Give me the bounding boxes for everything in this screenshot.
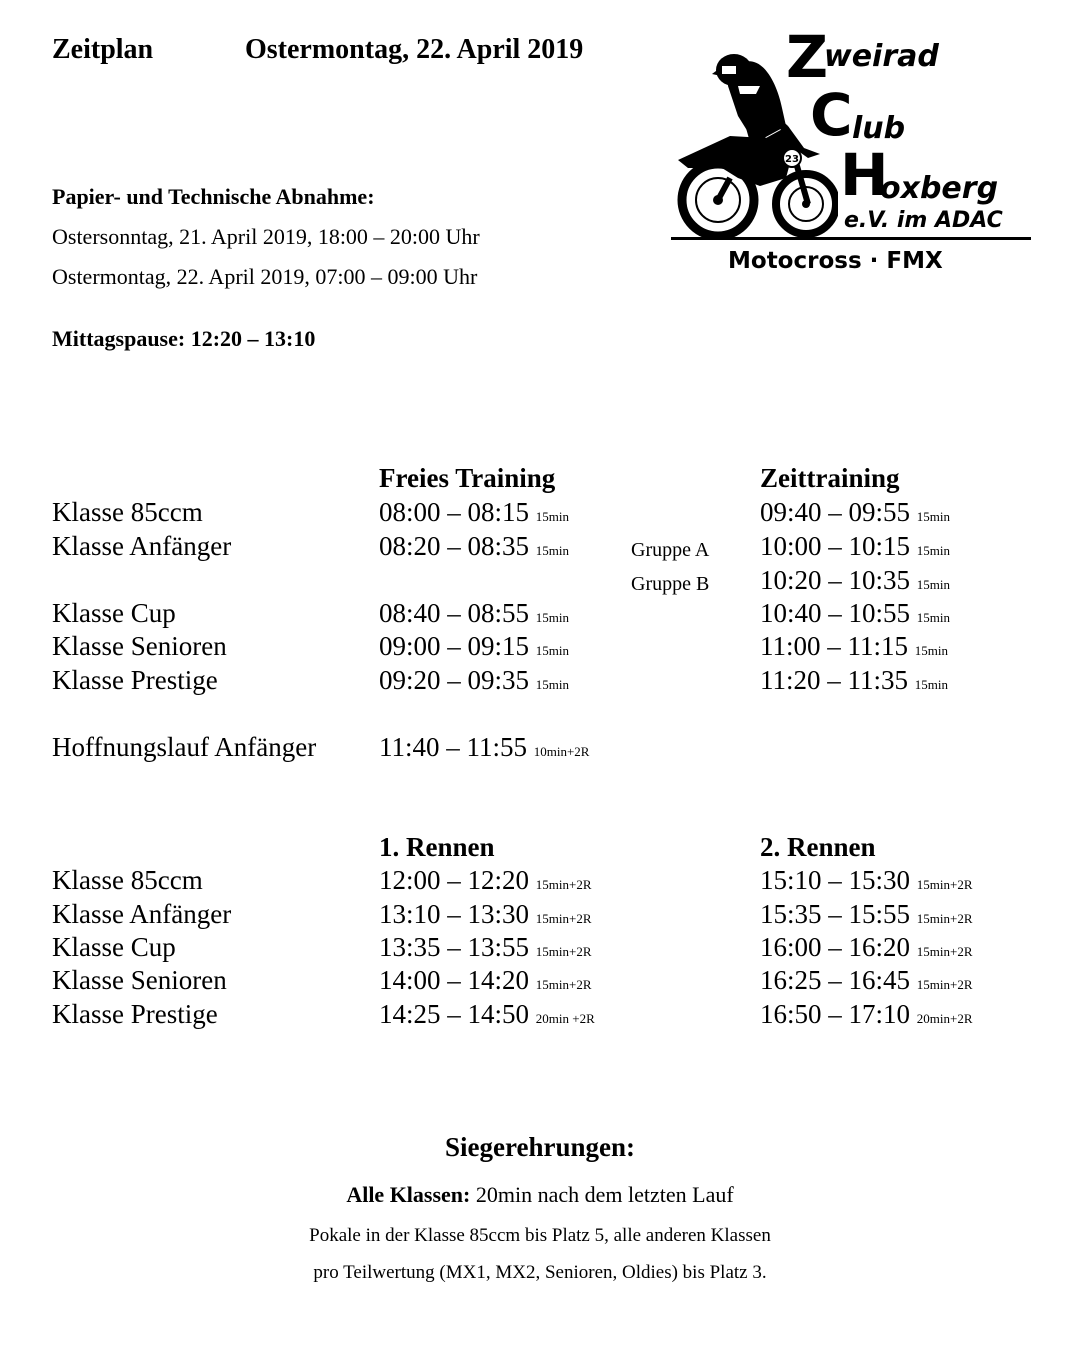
hope-race-duration: 10min+2R <box>533 744 590 759</box>
race-2-duration: 15min+2R <box>916 877 973 892</box>
free-training-time: 08:20 – 08:35 <box>379 531 530 561</box>
race-2-slot <box>760 965 973 996</box>
race-1-duration: 20min +2R <box>535 1011 595 1026</box>
free-training-slot <box>379 631 569 662</box>
race-2-slot <box>760 932 973 963</box>
free-training-slot <box>379 497 569 528</box>
free-training-slot <box>379 598 569 629</box>
race-2-time: 16:50 – 17:10 <box>760 999 911 1029</box>
logo-initial-z: Z <box>786 23 829 91</box>
race-2-time: 16:25 – 16:45 <box>760 965 911 995</box>
race-2-duration: 15min+2R <box>916 977 973 992</box>
race-1-time: 14:25 – 14:50 <box>379 999 530 1029</box>
race-1-slot <box>379 965 592 996</box>
race-1-time: 13:35 – 13:55 <box>379 932 530 962</box>
logo-divider <box>671 237 1031 240</box>
logo-disciplines: Motocross · FMX <box>728 248 943 274</box>
race-2-slot <box>760 999 973 1030</box>
free-training-slot <box>379 665 569 696</box>
timed-training-heading: Zeittraining <box>760 463 900 493</box>
ceremony-all-text: 20min nach dem letzten Lauf <box>470 1182 734 1207</box>
bike-number: 23 <box>785 154 799 165</box>
race-class-label: Klasse Cup <box>52 932 176 962</box>
free-training-slot <box>379 531 569 562</box>
race-1-time: 14:00 – 14:20 <box>379 965 530 995</box>
free-training-time: 09:00 – 09:15 <box>379 631 530 661</box>
race-1-heading: 1. Rennen <box>379 832 495 862</box>
race-2-time: 16:00 – 16:20 <box>760 932 911 962</box>
timed-training-time: 10:00 – 10:15 <box>760 531 911 561</box>
race-1-duration: 15min+2R <box>535 944 592 959</box>
free-training-duration: 15min <box>535 509 569 524</box>
ceremony-note-2: pro Teilwertung (MX1, MX2, Senioren, Oldies) bis Platz 3. <box>313 1262 767 1283</box>
race-2-time: 15:10 – 15:30 <box>760 865 911 895</box>
race-1-slot <box>379 932 592 963</box>
lunch-break: Mittagspause: 12:20 – 13:10 <box>52 326 316 351</box>
race-1-slot <box>379 899 592 930</box>
timed-training-duration: 15min <box>916 610 950 625</box>
race-2-slot <box>760 865 973 896</box>
timed-training-time: 10:20 – 10:35 <box>760 565 911 595</box>
timed-training-slot <box>760 665 948 696</box>
race-1-duration: 15min+2R <box>535 977 592 992</box>
race-1-time: 12:00 – 12:20 <box>379 865 530 895</box>
race-2-duration: 20min+2R <box>916 1011 973 1026</box>
ceremony-note-1: Pokale in der Klasse 85ccm bis Platz 5, alle anderen Klassen <box>309 1225 771 1246</box>
race-2-heading: 2. Rennen <box>760 832 876 862</box>
training-class-label: Klasse Anfänger <box>52 531 232 561</box>
ceremony-all-label: Alle Klassen: <box>346 1182 471 1207</box>
timed-training-duration: 15min <box>916 543 950 558</box>
timed-training-slot <box>760 631 948 662</box>
training-class-label: Klasse 85ccm <box>52 497 203 527</box>
race-1-duration: 15min+2R <box>535 911 592 926</box>
timed-training-time: 10:40 – 10:55 <box>760 598 911 628</box>
event-date: Ostermontag, 22. April 2019 <box>245 34 584 65</box>
race-class-label: Klasse Senioren <box>52 965 227 995</box>
timed-training-slot <box>760 531 950 562</box>
training-class-label: Klasse Prestige <box>52 665 218 695</box>
free-training-time: 08:00 – 08:15 <box>379 497 530 527</box>
race-2-slot <box>760 899 973 930</box>
timed-training-time: 11:20 – 11:35 <box>760 665 908 695</box>
timed-training-time: 11:00 – 11:15 <box>760 631 908 661</box>
training-class-label: Klasse Senioren <box>52 631 227 661</box>
logo-initial-c: C <box>810 81 853 149</box>
race-class-label: Klasse Prestige <box>52 999 218 1029</box>
race-class-label: Klasse 85ccm <box>52 865 203 895</box>
timed-training-duration: 15min <box>916 577 950 592</box>
club-logo <box>668 23 1034 278</box>
ceremony-all-classes <box>0 1182 1080 1208</box>
free-training-duration: 15min <box>535 543 569 558</box>
logo-word-zweirad: weirad <box>824 39 939 74</box>
training-group-label: Gruppe A <box>631 539 710 561</box>
logo-word-club: lub <box>852 111 906 146</box>
free-training-duration: 15min <box>535 677 569 692</box>
training-group-label: Gruppe B <box>631 573 710 595</box>
race-1-duration: 15min+2R <box>535 877 592 892</box>
logo-word-hoxberg: oxberg <box>880 171 999 206</box>
inspection-heading: Papier- und Technische Abnahme: <box>52 184 375 209</box>
timed-training-duration: 15min <box>916 509 950 524</box>
free-training-time: 09:20 – 09:35 <box>379 665 530 695</box>
timed-training-slot <box>760 497 950 528</box>
race-2-duration: 15min+2R <box>916 911 973 926</box>
inspection-line-2: Ostermontag, 22. April 2019, 07:00 – 09:00 Uhr <box>52 264 478 289</box>
logo-association: e.V. im ADAC <box>844 208 1003 233</box>
race-2-time: 15:35 – 15:55 <box>760 899 911 929</box>
inspection-line-1: Ostersonntag, 21. April 2019, 18:00 – 20:00 Uhr <box>52 224 480 249</box>
timed-training-time: 09:40 – 09:55 <box>760 497 911 527</box>
race-1-time: 13:10 – 13:30 <box>379 899 530 929</box>
race-1-slot <box>379 999 595 1030</box>
logo-initial-h: H <box>840 141 889 209</box>
timed-training-slot <box>760 598 950 629</box>
training-class-label: Klasse Cup <box>52 598 176 628</box>
race-1-slot <box>379 865 592 896</box>
hope-race-time-value: 11:40 – 11:55 <box>379 732 527 762</box>
race-2-duration: 15min+2R <box>916 944 973 959</box>
free-training-heading: Freies Training <box>379 463 556 493</box>
race-class-label: Klasse Anfänger <box>52 899 232 929</box>
hope-race-time <box>379 732 589 763</box>
timed-training-duration: 15min <box>914 643 948 658</box>
free-training-time: 08:40 – 08:55 <box>379 598 530 628</box>
timed-training-duration: 15min <box>914 677 948 692</box>
free-training-duration: 15min <box>535 610 569 625</box>
hope-race-label: Hoffnungslauf Anfänger <box>52 732 317 762</box>
timed-training-slot <box>760 565 950 596</box>
free-training-duration: 15min <box>535 643 569 658</box>
ceremony-heading: Siegerehrungen: <box>445 1132 635 1162</box>
page-title: Zeitplan <box>52 34 154 65</box>
